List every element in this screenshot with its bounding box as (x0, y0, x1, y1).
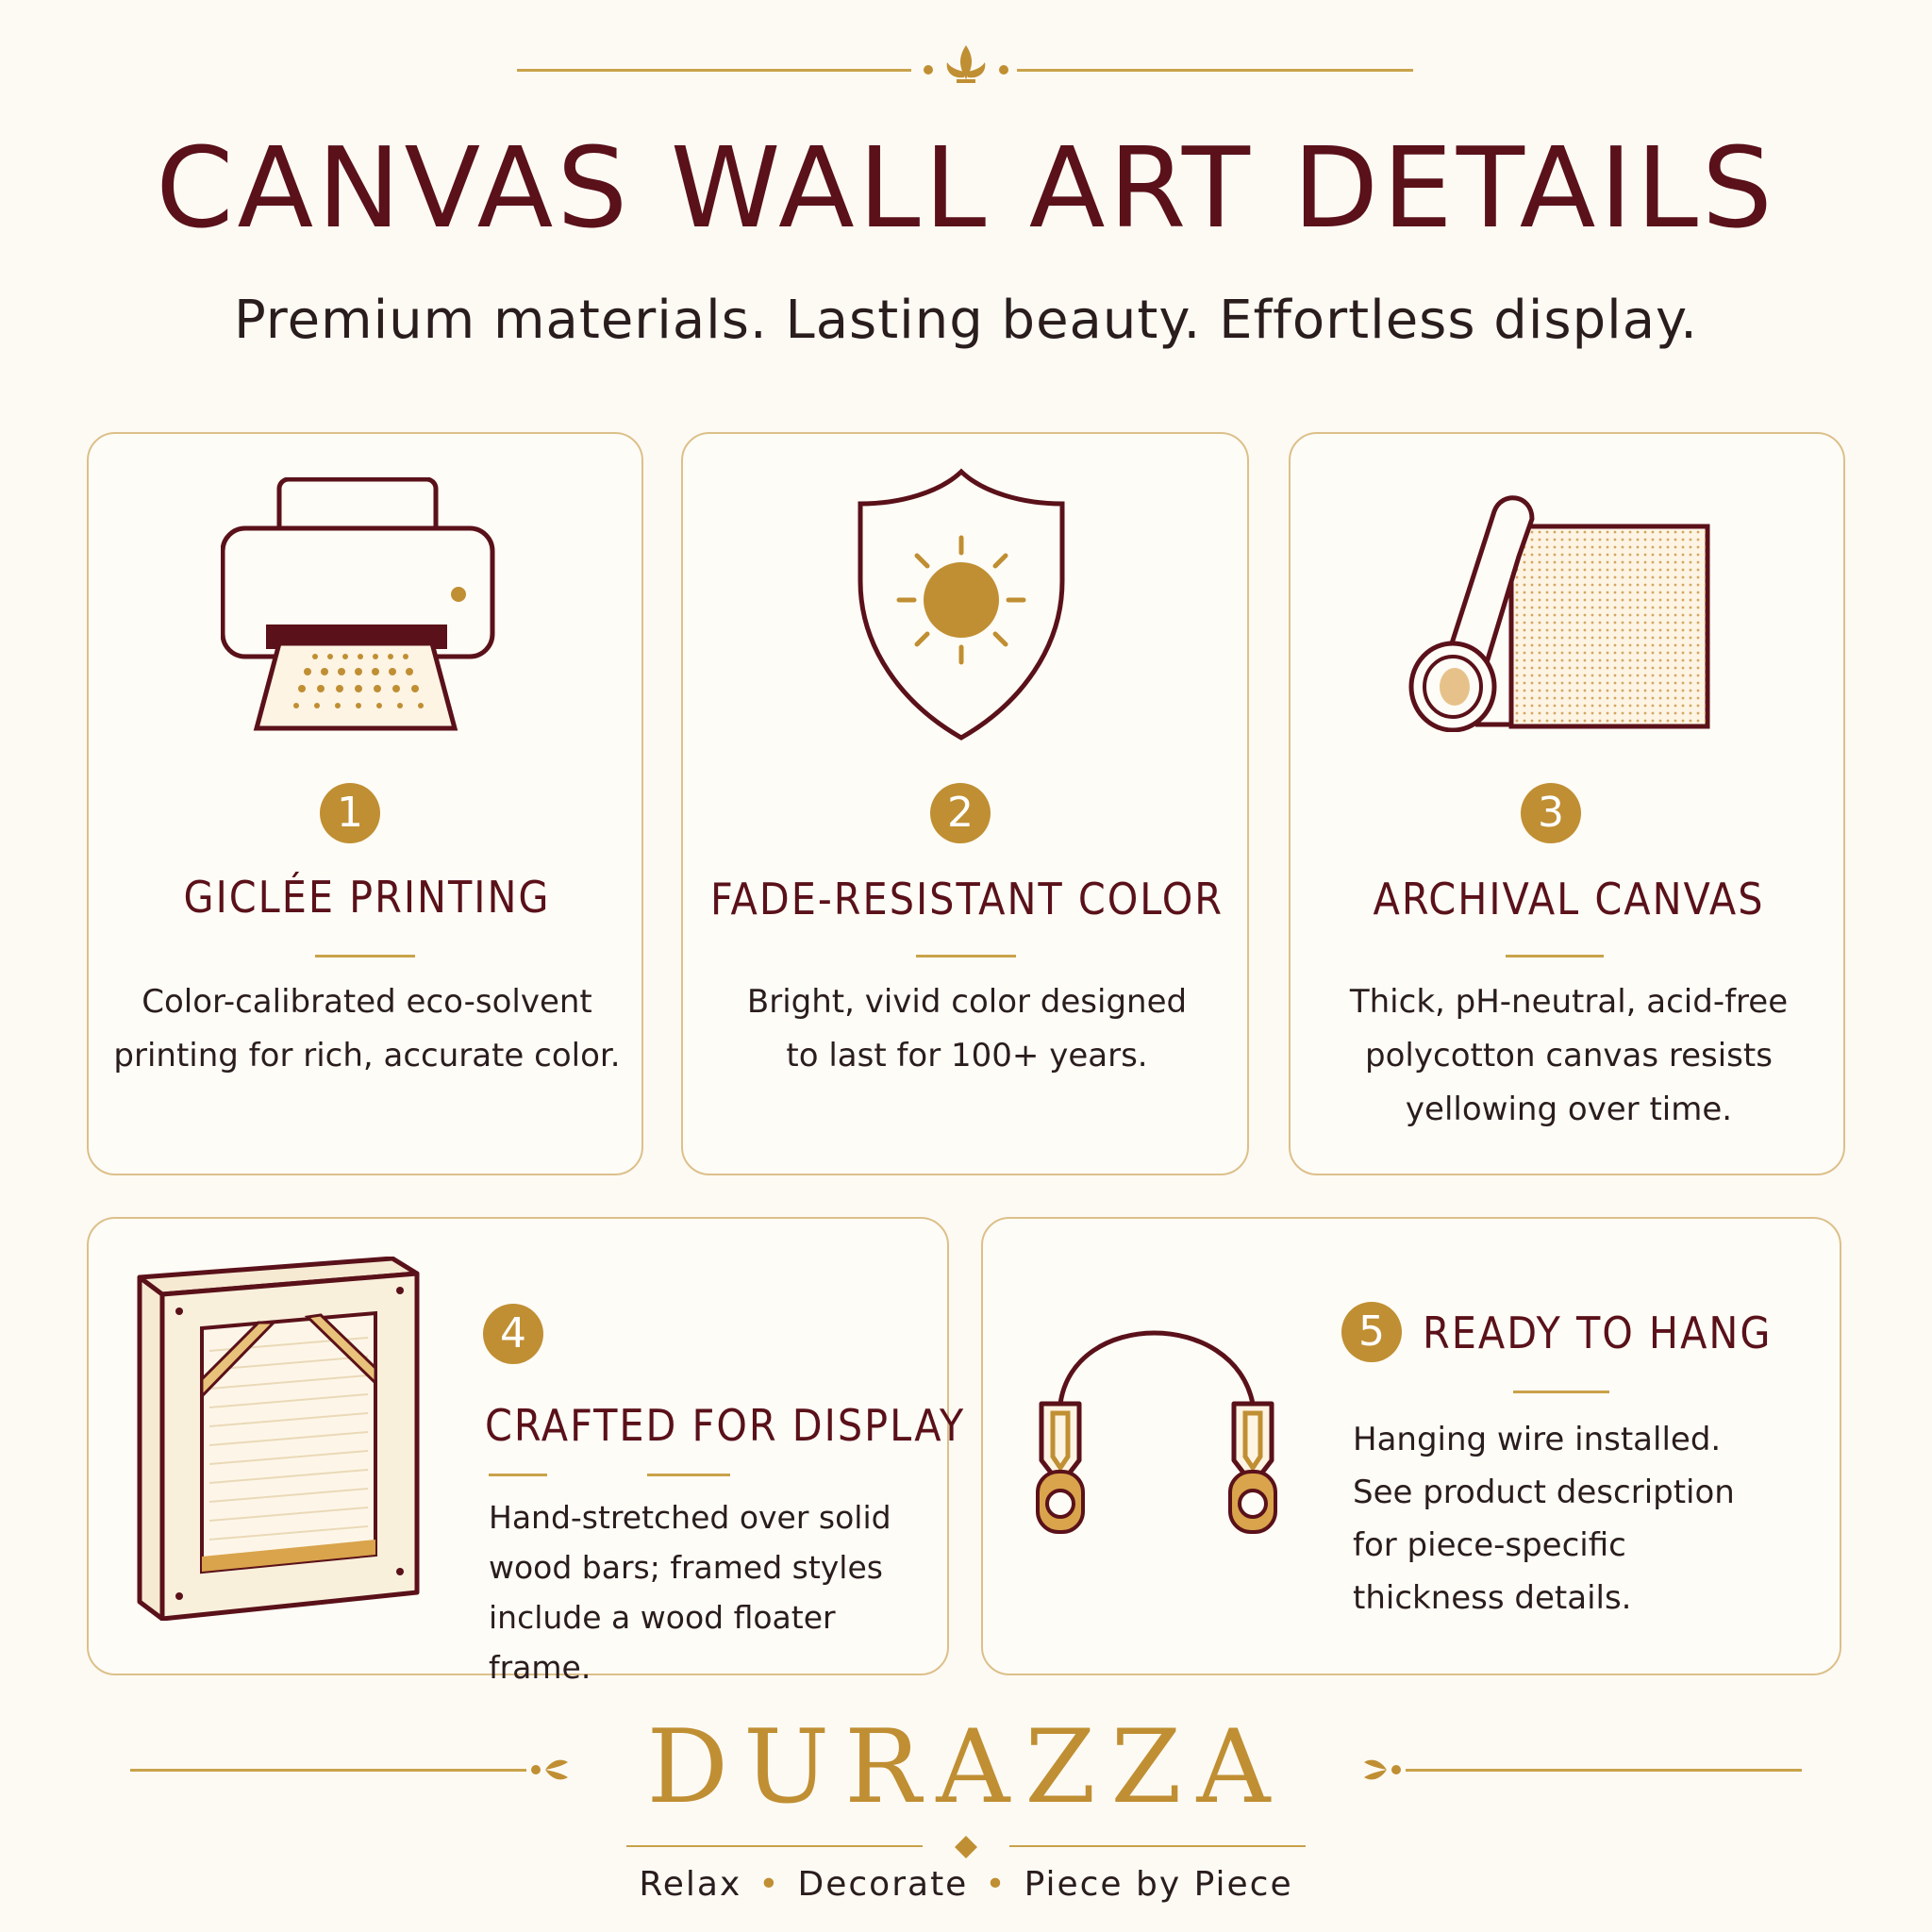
feature-card-giclee-printing (87, 432, 643, 1175)
brand-tagline: Relax • Decorate • Piece by Piece (639, 1865, 1293, 1904)
feature-number-badge: 2 (930, 783, 991, 843)
brand-underline-left (626, 1845, 923, 1847)
feature-heading: FADE-RESISTANT COLOR (709, 874, 1224, 924)
feature-heading: ARCHIVAL CANVAS (1373, 874, 1765, 924)
heading-underline (315, 955, 415, 958)
feature-number-badge: 4 (483, 1304, 543, 1364)
feature-card-archival-canvas (1289, 432, 1845, 1175)
heading-underline (916, 955, 1016, 958)
heading-underline (1513, 1391, 1609, 1393)
hanging-wire-icon (1008, 1319, 1315, 1538)
fleur-de-lis-icon (917, 38, 1015, 94)
feature-description: Color-calibrated eco-solvent printing for rich, accurate color. (113, 983, 621, 1074)
feature-card-ready-to-hang (981, 1217, 1841, 1675)
feature-heading: READY TO HANG (1423, 1307, 1773, 1358)
feature-description: Hanging wire installed. See product description for piece-specific thickness details. (1353, 1421, 1735, 1617)
feature-description: Hand-stretched over solid wood bars; framed styles include a wood floater frame. (489, 1499, 891, 1686)
wood-frame-icon (136, 1257, 428, 1621)
feature-number-badge: 1 (320, 783, 380, 843)
brand-logo: DURAZZA (646, 1708, 1286, 1826)
heading-underline (1506, 955, 1604, 958)
feature-description: Bright, vivid color designed to last for 100+ years. (746, 983, 1188, 1074)
feature-heading: GICLÉE PRINTING (183, 872, 551, 923)
top-ornament-line-right (1017, 69, 1413, 72)
sun-shield-icon (855, 468, 1068, 743)
feature-number-badge: 3 (1521, 783, 1581, 843)
printer-icon (221, 477, 513, 732)
feature-heading: CRAFTED FOR DISPLAY (485, 1400, 966, 1451)
brand-underline-right (1009, 1845, 1306, 1847)
feature-description: Thick, pH-neutral, acid-free polycotton canvas resists yellowing over time. (1349, 983, 1789, 1128)
page-subtitle: Premium materials. Lasting beauty. Effortless display. (234, 290, 1698, 351)
feature-card-fade-resistant-color (681, 432, 1249, 1175)
canvas-roll-icon (1407, 491, 1711, 732)
diamond-icon (953, 1834, 979, 1860)
feature-number-badge: 5 (1341, 1302, 1402, 1362)
page-title: CANVAS WALL ART DETAILS (156, 123, 1776, 253)
feature-card-crafted-for-display (87, 1217, 966, 1686)
heading-underline-right (647, 1474, 730, 1476)
heading-underline-left (489, 1474, 547, 1476)
top-ornament-line-left (517, 69, 911, 72)
